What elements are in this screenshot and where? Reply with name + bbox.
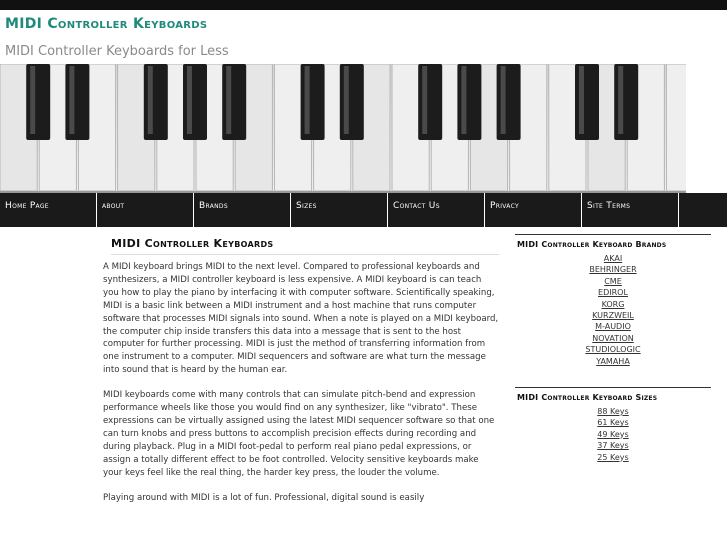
black-key [26,64,50,140]
brand-item [515,264,711,275]
black-key-highlight [422,66,427,134]
brand-item [515,299,711,310]
nav-privacy[interactable]: Privacy [485,193,582,227]
brand-link-cme[interactable]: CME [604,276,622,286]
nav-contact-us[interactable]: Contact Us [388,193,485,227]
article-paragraph-2: MIDI keyboards come with many controls that can simulate pitch-bend and expression performance wheels like those you would find on any synthesizer, like "vibrato". These expressions can be virtually assigned using the latest MIDI sequencer software so that one can turn knobs and press buttons to accomplish precision effects during recording and during playback. Plug in a MIDI foot-pedal to perform real piano pedal expressions, or assign a totally different effect to be foot controlled. Velocity sensitive keyboards make your keys feel like the real thing, the harder key press, the louder the volume. [103,390,495,478]
black-key-highlight [305,66,310,134]
brand-link-novation[interactable]: NOVATION [592,333,634,343]
size-item [515,406,711,417]
article-paragraph-1: A MIDI keyboard brings MIDI to the next level. Compared to professional keyboards and synthesizers, a MIDI controller keyboard is less expensive. A MIDI keyboard is can teach you how to play the piano by interfacing it with computer software. Scientifically speaking, MIDI is a basic link between a MIDI instrument and a host machine that runs computer software that processes MIDI signals into sound. When a note is played on a MIDI keyboard, the computer chip inside transfers this data into a message that is sent to the host computer for further processing. MIDI is just the method of transferring information from one instrument to a computer. MIDI sequencers and software are what turn the message into sound that is heard by the human ear. [103,262,499,376]
black-key-highlight [187,66,192,134]
black-key [340,64,364,140]
brand-link-behringer[interactable]: BEHRINGER [589,265,637,275]
site-tagline: MIDI Controller Keyboards for Less [5,44,229,59]
article-paragraph-3: Playing around with MIDI is a lot of fun. Professional, digital sound is easily [103,492,425,503]
black-key [575,64,599,140]
brand-item [515,344,711,355]
brand-link-m-audio[interactable]: M-AUDIO [595,322,631,332]
size-item [515,429,711,440]
black-key [497,64,521,140]
nav-empty [679,193,720,227]
brand-link-kurzweil[interactable]: KURZWEIL [592,311,634,321]
brands-box [515,234,711,367]
black-key-highlight [226,66,231,134]
black-key-highlight [501,66,506,134]
main-content [103,237,499,516]
site-title[interactable]: MIDI Controller Keyboards [5,16,208,32]
brand-item [515,310,711,321]
black-key [183,64,207,140]
black-key-highlight [579,66,584,134]
brand-item [515,356,711,367]
black-key-highlight [30,66,35,134]
black-key [222,64,246,140]
size-link-88-keys[interactable]: 88 Keys [597,407,629,417]
black-key [144,64,168,140]
black-key [418,64,442,140]
brand-link-korg[interactable]: KORG [601,299,625,309]
size-link-49-keys[interactable]: 49 Keys [597,429,629,439]
nav-home-page[interactable]: Home Page [0,193,97,227]
main-navigation [0,193,727,227]
black-key [301,64,325,140]
brands-title: MIDI Controller Keyboard Brands [517,240,667,249]
sizes-title: MIDI Controller Keyboard Sizes [517,393,658,403]
top-bar [0,0,727,10]
nav-about[interactable]: about [97,193,194,227]
brand-link-studiologic[interactable]: STUDIOLOGIC [585,345,641,355]
black-key [614,64,638,140]
piano-keys-banner [0,64,686,193]
black-key-highlight [69,66,74,134]
sizes-list [515,406,711,463]
article-heading: MIDI Controller Keyboards [111,237,499,255]
white-key [666,64,686,191]
size-link-37-keys[interactable]: 37 Keys [597,441,629,451]
size-link-25-keys[interactable]: 25 Keys [597,452,629,462]
black-key-highlight [618,66,623,134]
brand-item [515,321,711,332]
sizes-box [515,387,711,463]
brand-link-edirol[interactable]: EDIROL [598,288,628,298]
black-key [65,64,89,140]
black-key-highlight [344,66,349,134]
nav-site-terms[interactable]: Site Terms [582,193,679,227]
size-item [515,417,711,428]
brand-item [515,276,711,287]
size-item [515,452,711,463]
black-key-highlight [148,66,153,134]
nav-sizes[interactable]: Sizes [291,193,388,227]
brands-list [515,253,711,367]
sidebar [515,234,711,463]
size-link-61-keys[interactable]: 61 Keys [597,418,629,428]
brand-item [515,253,711,264]
black-key [457,64,481,140]
brand-link-akai[interactable]: AKAI [603,254,623,263]
nav-brands[interactable]: Brands [194,193,291,227]
brand-item [515,333,711,344]
brand-link-yamaha[interactable]: YAMAHA [596,356,630,366]
brand-item [515,287,711,298]
black-key-highlight [461,66,466,134]
size-item [515,440,711,451]
